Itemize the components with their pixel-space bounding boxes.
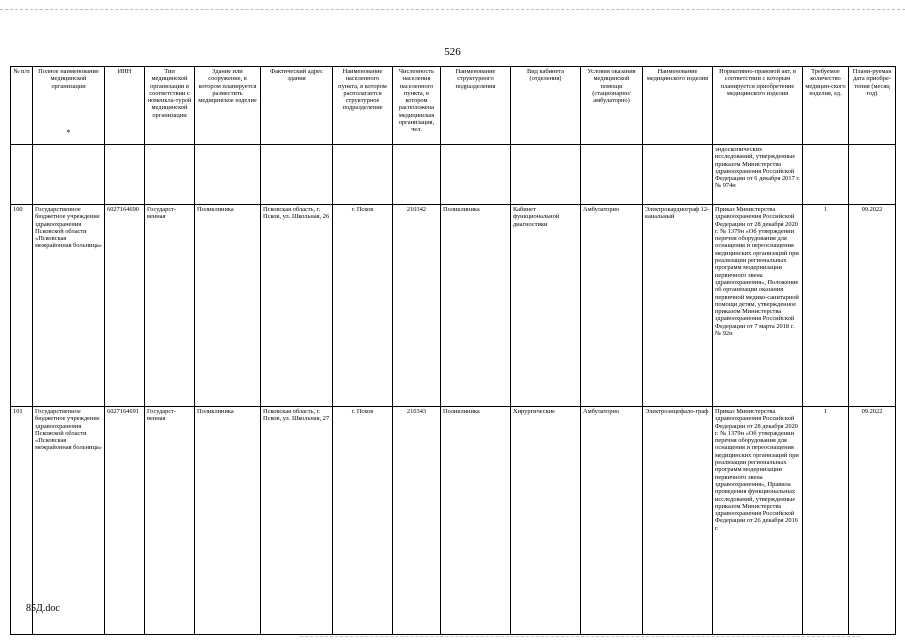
row-building: Поликлиника	[195, 205, 261, 407]
row-locality: г. Псков	[333, 205, 393, 407]
header-inn: ИНН	[105, 67, 145, 145]
header-type: Тип медицинской организации в соответствии с номенкла-турой медицинской организации	[145, 67, 195, 145]
header-division: Наименование структурного подразделения	[441, 67, 511, 145]
row-act: Приказ Министерства здравоохранения Российской Федерации от 28 декабря 2020 г. № 1379н «Об утверждении перечня оборудования для оснащения и переоснащения медицинских организаций при реализации региональных программ модернизации первичного звена здравоохранения», Правила проведения функциональных исследований, утвержденные приказом Министерства здравоохранения Российской Федерации от 26 декабря 2016 г.	[713, 407, 803, 635]
row-cabinet: Хирургические	[511, 407, 581, 635]
header-population: Численность населения населенного пункта, в котором расположена медицинская организация, чел.	[393, 67, 441, 145]
row-qty: 1	[803, 205, 849, 407]
row-device: Электроэнцефало-граф	[643, 407, 713, 635]
header-org	[33, 67, 105, 145]
row-inn: 6027164690	[105, 205, 145, 407]
row-population: 210343	[393, 407, 441, 635]
header-qty: Требуемое количество медицин-ского изделия, ед.	[803, 67, 849, 145]
table-row-continuation	[11, 145, 896, 205]
header-act: Нормативно-правовой акт, в соответствии с которым планируется приобретение медицинского изделия	[713, 67, 803, 145]
row-division: Поликлиника	[441, 407, 511, 635]
row-type: Государст-венная	[145, 407, 195, 635]
row-cabinet: Кабинет функциональной диагностики	[511, 205, 581, 407]
row-address: Псковская область, г. Псков, ул. Школьная, 26	[261, 205, 333, 407]
header-mark: *	[66, 127, 71, 137]
row-locality: г. Псков	[333, 407, 393, 635]
row-num: 100	[11, 205, 33, 407]
header-org-label: Полное наименование медицинской организации	[38, 68, 99, 90]
table-header-row	[11, 67, 896, 145]
page-number: 526	[444, 46, 461, 58]
header-building: Здание или сооружение, в котором планируется разместить медицинское изделие	[195, 67, 261, 145]
row-address: Псковская область, г. Псков, ул. Школьная, 27	[261, 407, 333, 635]
row-inn: 6027164691	[105, 407, 145, 635]
row-org: Государственное бюджетное учреждение здравоохранения Псковской области «Псковская межрайонная больница»	[33, 205, 105, 407]
document-filename: 85Д.doc	[26, 603, 60, 614]
row-act: Приказ Министерства здравоохранения Российской Федерации от 28 декабря 2020 г. № 1379н «Об утверждении перечня оборудования для оснащения и переоснащения медицинских организаций при реализации региональных программ модернизации первичного звена здравоохранения», Положение об организации оказания первичной медико-санитарной помощи детям, утвержденное приказом Министерства здравоохранения Российской Федерации от 7 марта 2018 г. № 92н	[713, 205, 803, 407]
row-population: 210342	[393, 205, 441, 407]
row-device: Электрокардиограф 12-канальный	[643, 205, 713, 407]
row-date: 09.2022	[849, 205, 896, 407]
row-date: 09.2022	[849, 407, 896, 635]
row-num: 101	[11, 407, 33, 635]
header-address: Фактический адрес здания	[261, 67, 333, 145]
row-conditions: Амбулаторно	[581, 205, 643, 407]
row-conditions: Амбулаторно	[581, 407, 643, 635]
row-division: Поликлиника	[441, 205, 511, 407]
table-row	[11, 407, 896, 635]
scan-edge-top	[0, 0, 905, 10]
row-qty: 1	[803, 407, 849, 635]
row-type: Государст-венная	[145, 205, 195, 407]
scan-edge-bottom	[300, 636, 860, 637]
row-org: Государственное бюджетное учреждение здравоохранения Псковской области «Псковская межрайонная больница»	[33, 407, 105, 635]
header-cabinet: Вид кабинета (отделения)	[511, 67, 581, 145]
equipment-table	[10, 66, 896, 635]
header-conditions: Условия оказания медицинской помощи (стационарно/ амбулаторно)	[581, 67, 643, 145]
continuation-act-cell: эндоскопических исследований, утвержденные приказом Министерства здравоохранения Российской Федерации от 6 декабря 2017 г. № 974н	[713, 145, 803, 205]
table-row	[11, 205, 896, 407]
header-date: Плани-руемая дата приобре-тения (месяц год)	[849, 67, 896, 145]
row-building: Поликлиника	[195, 407, 261, 635]
header-num: № п/п	[11, 67, 33, 145]
header-locality: Наименование населенного пункта, в котором располагается структурное подразделение	[333, 67, 393, 145]
header-device: Наименование медицинского изделия	[643, 67, 713, 145]
